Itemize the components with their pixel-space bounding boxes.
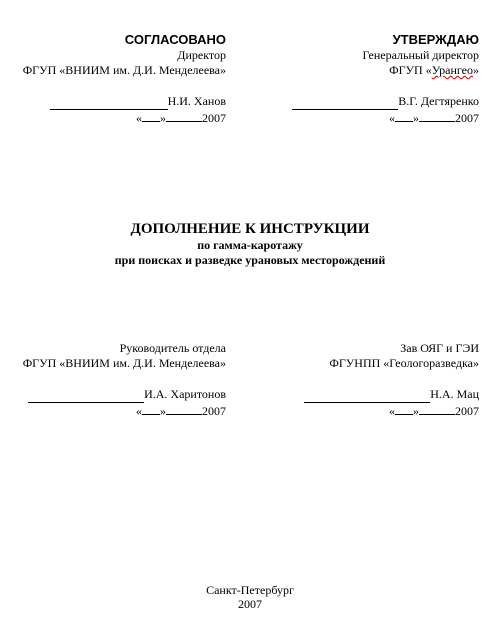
date-open-quote: « [136,111,142,125]
approved-position: Генеральный директор [362,48,479,62]
month-blank [166,110,202,122]
approved-year: 2007 [455,111,479,125]
document-subtitle-line1: по гамма-каротажу [197,238,303,252]
approved-organization: ФГУП «Урангео» [389,63,479,77]
month-blank [419,403,455,415]
left-date-row [0,403,226,419]
agreed-year: 2007 [202,111,226,125]
agreed-date-row [0,110,226,126]
right-date-row [249,403,479,419]
approved-signer: В.Г. Дегтяренко [398,94,479,108]
approved-heading: УТВЕРЖДАЮ [392,32,479,47]
approved-signature-line [292,94,398,110]
date-open-quote: « [136,404,142,418]
agreed-heading: СОГЛАСОВАНО [124,32,226,47]
approved-organization-name: Урангео [431,63,473,77]
month-blank [419,110,455,122]
agreed-block [0,32,226,126]
agreed-signature-row [0,94,226,110]
agreed-organization: ФГУП «ВНИИМ им. Д.И. Менделеева» [22,63,226,77]
document-subtitle-line2: при поисках и разведке урановых месторождений [114,253,386,267]
left-year: 2007 [202,404,226,418]
document-title-block [0,220,500,268]
right-signatory-position: Зав ОЯГ и ГЭИ [400,341,479,355]
footer-year: 2007 [238,597,262,611]
date-close-quote: » [413,404,419,418]
right-signatory-organization: ФГУНПП «Геологоразведка» [329,356,479,370]
left-signature-line [28,387,144,403]
month-blank [166,403,202,415]
day-blank [395,110,413,122]
right-signature-row [249,387,479,403]
day-blank [142,110,160,122]
document-title: ДОПОЛНЕНИЕ К ИНСТРУКЦИИ [130,221,370,237]
approved-date-row [249,110,479,126]
agreed-position: Директор [177,48,226,62]
left-signatory-block [0,341,226,419]
left-signer: И.А. Харитонов [144,387,226,401]
right-signatory-block [249,341,479,419]
date-open-quote: « [389,111,395,125]
date-open-quote: « [389,404,395,418]
agreed-signature-line [50,94,168,110]
agreed-signer: Н.И. Ханов [167,94,226,108]
approved-block [249,32,479,126]
left-signatory-organization: ФГУП «ВНИИМ им. Д.И. Менделеева» [22,356,226,370]
day-blank [142,403,160,415]
approved-signature-row [249,94,479,110]
date-close-quote: » [160,404,166,418]
footer-city: Санкт-Петербург [206,583,294,597]
day-blank [395,403,413,415]
document-footer [0,583,500,611]
left-signatory-position: Руководитель отдела [119,341,226,355]
left-signature-row [0,387,226,403]
date-close-quote: » [413,111,419,125]
right-signature-line [304,387,430,403]
right-year: 2007 [455,404,479,418]
date-close-quote: » [160,111,166,125]
right-signer: Н.А. Мац [430,387,479,401]
